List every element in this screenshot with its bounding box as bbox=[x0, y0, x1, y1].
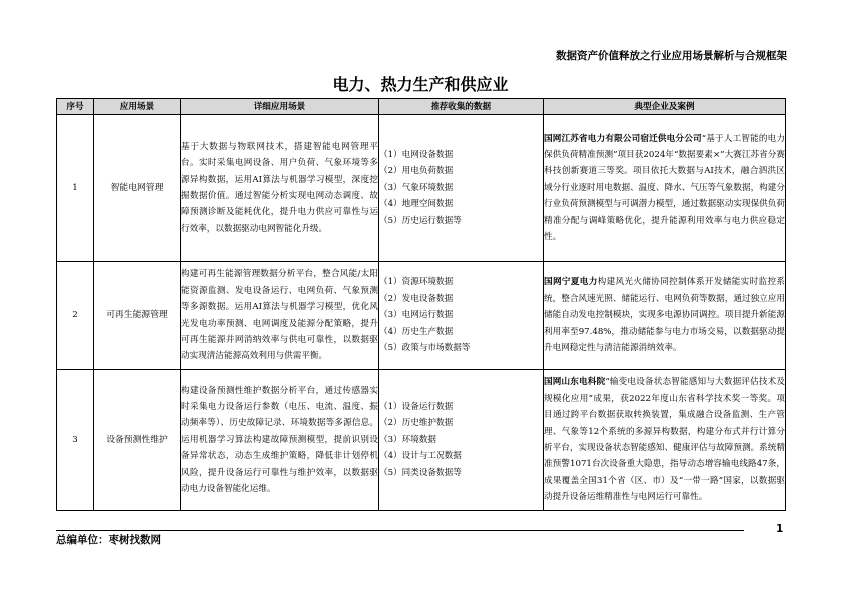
column-header-scene: 应用场景 bbox=[94, 99, 181, 115]
case-company: 国网山东电科院 bbox=[544, 377, 606, 388]
scene-detail: 构建可再生能源管理数据分析平台，整合风能/太阳能资源监测、发电设备运行、电网负荷、气象预测等多源数据。运用AI算法与机器学习模型，优化风光发电功率预测、电网调度及能源分配策略，提升可再生能源并网消纳效率与供电可靠性，以数据驱动实现清洁能源高效利用与供需平衡。 bbox=[181, 262, 379, 370]
data-item: （3）环境数据 bbox=[379, 434, 437, 445]
footer-divider bbox=[56, 530, 744, 531]
column-header-num: 序号 bbox=[57, 99, 94, 115]
column-header-detail: 详细应用场景 bbox=[181, 99, 379, 115]
case-description: “基于人工智能的电力保供负荷精准预测”项目获2024年“数据要素×”大赛江苏省分赛科技创新赛道三等奖。项目依托大数据与AI技术，融合泗洪区域分行业逐时用电数据、温度、降水、气压等气象数据，构建分行业负荷预测模型与可调潜力模型，通过数据驱动实现保供负荷精准分配与调峰策略优化，提升能源利用效率与电力供应稳定性。 bbox=[544, 133, 785, 243]
case-description: 构建风光火储协同控制体系开发储能实时监控系统，整合风速光照、储能运行、电网负荷等数据，通过独立应用储能自动发电控制模块，实现多电源协同调控。项目提升新能源利用率至97.48%，推动储能参与电力市场交易，以数据驱动提升电网稳定性与清洁能源消纳效率。 bbox=[544, 277, 785, 354]
table-row bbox=[57, 115, 786, 262]
scene-detail: 基于大数据与物联网技术，搭建智能电网管理平台。实时采集电网设备、用户负荷、气象环境等多源异构数据，运用AI算法与机器学习模型，深度挖掘数据价值。通过智能分析实现电网动态调度、故障预测诊断及能耗优化，提升电力供应可靠性与运行效率，以数据驱动电网智能化升级。 bbox=[181, 115, 379, 262]
data-item: （2）历史维护数据 bbox=[379, 418, 454, 429]
recommended-data bbox=[379, 115, 544, 262]
document-header-title: 数据资产价值释放之行业应用场景解析与合规框架 bbox=[556, 50, 787, 62]
data-item: （1）设备运行数据 bbox=[379, 401, 454, 412]
page-title: 电力、热力生产和供应业 bbox=[332, 75, 509, 94]
row-number: 2 bbox=[57, 262, 94, 370]
table-header-row bbox=[57, 99, 786, 115]
data-item: （4）历史生产数据 bbox=[379, 326, 454, 337]
row-number: 1 bbox=[57, 115, 94, 262]
footer-editor: 总编单位：枣树找数网 bbox=[56, 534, 161, 546]
scenario-table bbox=[56, 98, 786, 511]
scene-detail: 构建设备预测性维护数据分析平台，通过传感器实时采集电力设备运行参数（电压、电流、温度、振动频率等）、历史故障记录、环境数据等多源信息。运用机器学习算法构建故障预测模型，提前识别设备异常状态，动态生成维护策略，降低非计划停机风险，提升设备运行可靠性与维护效率，以数据驱动电力设备智能化运维。 bbox=[181, 370, 379, 511]
data-item: （5）同类设备数据等 bbox=[379, 467, 462, 478]
data-item: （2）发电设备数据 bbox=[379, 293, 454, 304]
case-description: “输变电设备状态智能感知与大数据评估技术及规模化应用”成果，获2022年度山东省科学技术奖一等奖。项目通过跨平台数据获取转换装置，集成融合设备监测、生产管理、气象等12个系统的多源异构数据，构建分布式并行计算分析平台，实现设备状态智能感知、健康评估与故障预测。系统精准预警1071台次设备重大隐患，指导动态增容输电线路47条，成果覆盖全国31个省（区、市）及“一带一路”国家，以数据驱动提升设备运维精准性与电网运行可靠性。 bbox=[544, 377, 785, 503]
scene-name: 智能电网管理 bbox=[94, 115, 181, 262]
table-row bbox=[57, 262, 786, 370]
scene-name: 可再生能源管理 bbox=[94, 262, 181, 370]
case-company: 国网江苏省电力有限公司宿迁供电分公司 bbox=[544, 133, 702, 144]
page-number: 1 bbox=[776, 523, 784, 535]
data-item: （1）电网设备数据 bbox=[379, 149, 454, 160]
row-number: 3 bbox=[57, 370, 94, 511]
data-item: （5）历史运行数据等 bbox=[379, 215, 462, 226]
data-item: （2）用电负荷数据 bbox=[379, 166, 454, 177]
data-item: （4）地理空间数据 bbox=[379, 199, 454, 210]
column-header-case: 典型企业及案例 bbox=[544, 99, 786, 115]
table-row bbox=[57, 370, 786, 511]
column-header-data: 推荐收集的数据 bbox=[379, 99, 544, 115]
scene-name: 设备预测性维护 bbox=[94, 370, 181, 511]
recommended-data bbox=[379, 370, 544, 511]
case-company: 国网宁夏电力 bbox=[544, 277, 598, 288]
data-item: （3）电网运行数据 bbox=[379, 310, 454, 321]
data-item: （5）政策与市场数据等 bbox=[379, 343, 471, 354]
case-study bbox=[544, 262, 786, 370]
recommended-data bbox=[379, 262, 544, 370]
data-item: （4）设计与工况数据 bbox=[379, 451, 462, 462]
case-study bbox=[544, 370, 786, 511]
data-item: （3）气象环境数据 bbox=[379, 182, 454, 193]
case-study bbox=[544, 115, 786, 262]
data-item: （1）资源环境数据 bbox=[379, 277, 454, 288]
